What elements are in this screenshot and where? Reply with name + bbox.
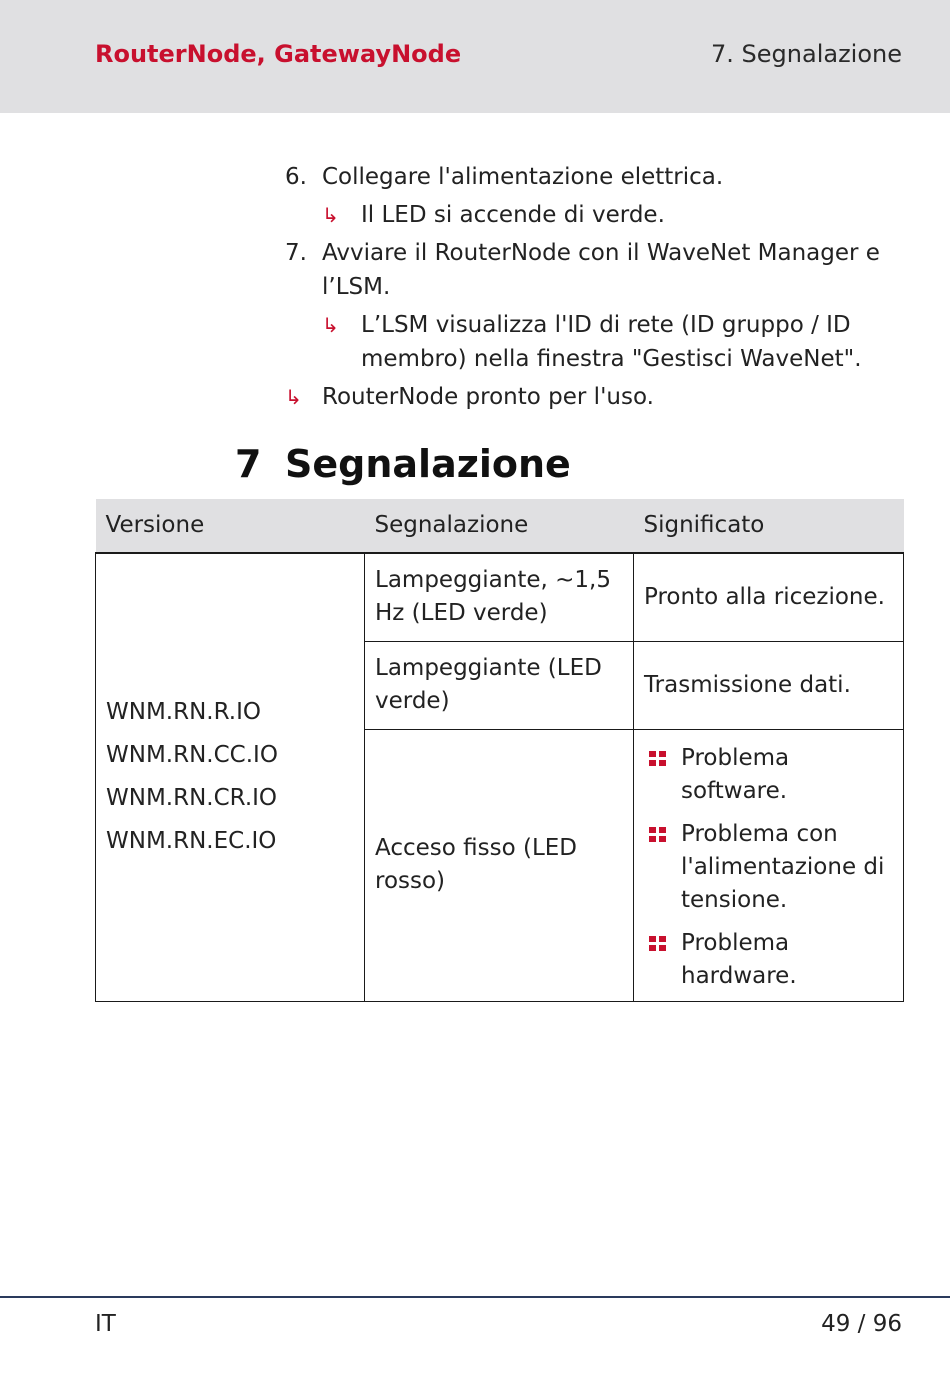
step-item <box>285 236 895 304</box>
column-header-version: Versione <box>96 499 365 553</box>
version-item: WNM.RN.EC.IO <box>106 828 277 855</box>
step-text: Avviare il RouterNode con il WaveNet Manager e l’LSM. <box>322 240 880 300</box>
step-result <box>285 198 895 232</box>
instruction-steps <box>285 160 895 414</box>
section-number: 7 <box>235 442 262 486</box>
meaning-cell: Pronto alla ricezione. <box>634 553 904 641</box>
header-product: RouterNode, GatewayNode <box>95 40 462 68</box>
footer-language: IT <box>95 1311 116 1337</box>
signal-cell: Lampeggiante (LED verde) <box>365 641 634 729</box>
signal-cell: Lampeggiante, ~1,5 Hz (LED verde) <box>365 553 634 641</box>
bullet-icon <box>649 751 666 766</box>
column-header-meaning: Significato <box>634 499 904 553</box>
step-result-text: L’LSM visualizza l'ID di rete (ID gruppo / ID membro) nella finestra "Gestisci WaveNet". <box>361 312 862 372</box>
list-item-text: Problema software. <box>681 744 790 804</box>
final-result-text: RouterNode pronto per l'uso. <box>322 384 654 410</box>
version-item: WNM.RN.CC.IO <box>106 742 278 769</box>
table-row <box>96 553 904 641</box>
page-header <box>0 0 950 113</box>
version-item: WNM.RN.CR.IO <box>106 785 278 812</box>
result-arrow-icon: ↳ <box>322 203 339 227</box>
footer-page-number: 49 / 96 <box>821 1311 902 1337</box>
footer-divider <box>0 1296 950 1298</box>
version-list-cell <box>96 553 365 1001</box>
section-heading <box>235 442 571 486</box>
list-item <box>644 927 893 993</box>
list-item-text: Problema hardware. <box>681 929 797 989</box>
meaning-cell: Trasmissione dati. <box>634 641 904 729</box>
header-chapter: 7. Segnalazione <box>711 40 902 68</box>
step-result <box>285 308 895 376</box>
bullet-icon <box>649 827 666 842</box>
bullet-icon <box>649 936 666 951</box>
step-item <box>285 160 895 194</box>
final-result <box>285 380 895 414</box>
step-number: 7. <box>285 240 307 266</box>
meaning-list <box>644 742 893 993</box>
list-item-text: Problema con l'alimentazione di tensione. <box>681 820 885 913</box>
step-result-text: Il LED si accende di verde. <box>361 202 665 228</box>
section-title-text: Segnalazione <box>285 442 571 486</box>
list-item <box>644 818 893 917</box>
result-arrow-icon: ↳ <box>322 313 339 337</box>
signal-cell: Acceso fisso (LED rosso) <box>365 729 634 1001</box>
column-header-signal: Segnalazione <box>365 499 634 553</box>
step-text: Collegare l'alimentazione elettrica. <box>322 164 724 190</box>
table-header-row <box>96 499 904 553</box>
result-arrow-icon: ↳ <box>285 385 302 409</box>
meaning-cell <box>634 729 904 1001</box>
list-item <box>644 742 893 808</box>
step-number: 6. <box>285 164 307 190</box>
version-item: WNM.RN.R.IO <box>106 699 261 726</box>
signaling-table <box>95 499 904 1002</box>
